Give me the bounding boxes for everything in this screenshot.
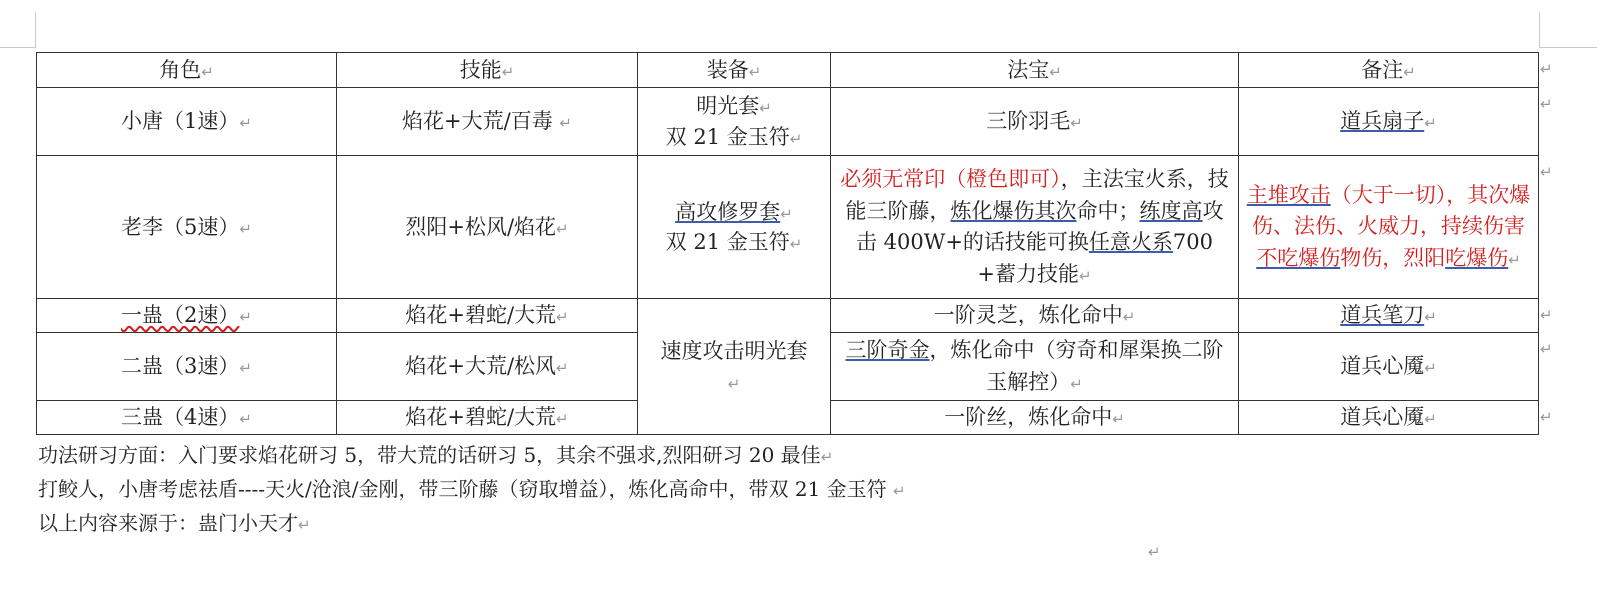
header-skill: 技能↵ (337, 53, 638, 88)
margin-corner-top-right-v (1539, 12, 1540, 48)
table-row (37, 156, 1539, 299)
header-equipment: 装备↵ (638, 53, 831, 88)
cell-role: 老李（5速）↵ (37, 156, 337, 299)
header-treasure: 法宝↵ (831, 53, 1239, 88)
cell-remark: 道兵笔刀↵ (1239, 299, 1539, 333)
row-end-mark: ↵ (1540, 60, 1553, 78)
margin-corner-top-left-h (0, 47, 36, 48)
cell-role: 三蛊（4速）↵ (37, 401, 337, 435)
cell-skill: 焰花+碧蛇/大荒↵ (337, 401, 638, 435)
margin-corner-top-left-v (35, 12, 36, 48)
cell-remark: 道兵心魇↵ (1239, 401, 1539, 435)
row-end-mark: ↵ (1540, 163, 1553, 181)
empty-paragraph-mark: ↵ (1148, 543, 1161, 561)
cell-remark: 道兵心魇↵ (1239, 333, 1539, 401)
cell-treasure: 一阶灵芝，炼化命中↵ (831, 299, 1239, 333)
cell-treasure: 三阶羽毛↵ (831, 88, 1239, 156)
cell-remark: 主堆攻击（大于一切），其次爆伤、法伤、火威力，持续伤害不吃爆伤物伤，烈阳吃爆伤↵ (1239, 156, 1539, 299)
note-shark-fight: 打鲛人，小唐考虑祛盾----天火/沧浪/金刚，带三阶藤（窃取增益），炼化高命中，带双 21 金玉符 ↵ (38, 477, 906, 501)
cell-skill: 焰花+碧蛇/大荒↵ (337, 299, 638, 333)
cell-role: 小唐（1速）↵ (37, 88, 337, 156)
margin-corner-top-right-h (1539, 47, 1597, 48)
cell-equipment: 明光套↵ 双 21 金玉符↵ (638, 88, 831, 156)
lineup-table (36, 52, 1539, 435)
cell-equipment: 高攻修罗套↵ 双 21 金玉符↵ (638, 156, 831, 299)
cell-role: 二蛊（3速）↵ (37, 333, 337, 401)
cell-skill: 焰花+大荒/松风↵ (337, 333, 638, 401)
row-end-mark: ↵ (1540, 95, 1553, 113)
table-row (37, 88, 1539, 156)
cell-equipment-merged: 速度攻击明光套↵ (638, 299, 831, 435)
cell-skill: 焰花+大荒/百毒 ↵ (337, 88, 638, 156)
cell-treasure: 三阶奇金，炼化命中（穷奇和犀渠换二阶玉解控）↵ (831, 333, 1239, 401)
cell-role: 一蛊（2速）↵ (37, 299, 337, 333)
table-row (37, 299, 1539, 333)
note-source: 以上内容来源于：蛊门小天才↵ (38, 511, 311, 535)
cell-treasure: 必须无常印（橙色即可），主法宝火系，技能三阶藤，炼化爆伤其次命中；练度高攻击 400W+的话技能可换任意火系700+蓄力技能↵ (831, 156, 1239, 299)
row-end-mark: ↵ (1540, 306, 1553, 324)
header-remark: 备注↵ (1239, 53, 1539, 88)
cell-treasure: 一阶丝，炼化命中↵ (831, 401, 1239, 435)
table-header-row (37, 53, 1539, 88)
note-cultivation: 功法研习方面：入门要求焰花研习 5，带大荒的话研习 5，其余不强求,烈阳研习 20 最佳↵ (38, 443, 834, 467)
row-end-mark: ↵ (1540, 408, 1553, 426)
header-role: 角色↵ (37, 53, 337, 88)
row-end-mark: ↵ (1540, 340, 1553, 358)
cell-skill: 烈阳+松风/焰花↵ (337, 156, 638, 299)
cell-remark: 道兵扇子↵ (1239, 88, 1539, 156)
